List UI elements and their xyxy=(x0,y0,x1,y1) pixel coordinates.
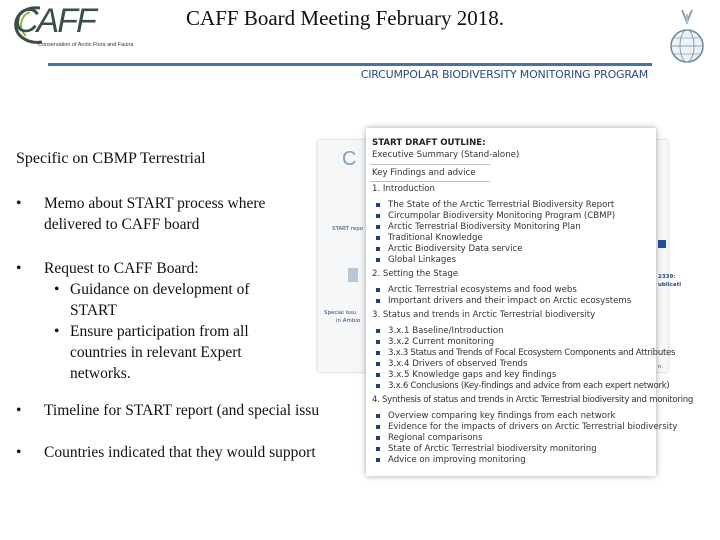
outline-item: Global Linkages xyxy=(388,255,456,265)
sub-bullet-item xyxy=(54,321,314,384)
bullet-item xyxy=(16,400,368,421)
back-accent xyxy=(658,240,666,248)
bullet-text: Guidance on development of xyxy=(70,281,250,298)
outline-item: 3.x.6 Conclusions (Key-findings and advice from each expert network) xyxy=(388,381,669,391)
bullet-text: Countries indicated that they would support xyxy=(44,444,316,461)
bullet-text: networks. xyxy=(70,365,131,382)
back-thumb xyxy=(348,268,358,282)
outline-item: 3.x.1 Baseline/Introduction xyxy=(388,326,504,336)
back-fragment: START repo xyxy=(332,226,364,232)
cbmp-logo xyxy=(668,8,706,70)
bullet-icon: • xyxy=(54,323,60,340)
outline-key-findings: Key Findings and advice xyxy=(372,168,476,178)
bullet-item xyxy=(16,258,316,279)
slide-heading: Specific on CBMP Terrestrial xyxy=(16,150,206,167)
bullet-text: Memo about START process where xyxy=(44,195,266,212)
bullet-text: Ensure participation from all xyxy=(70,323,249,340)
header-divider xyxy=(48,63,652,66)
back-fragment: ublicati xyxy=(658,282,682,288)
page-title: CAFF Board Meeting February 2018. xyxy=(186,6,504,30)
outline-item: Evidence for the impacts of drivers on Arctic Terrestrial biodiversity xyxy=(388,422,678,432)
outline-item: 3.x.5 Knowledge gaps and key findings xyxy=(388,370,556,380)
outline-section-title: 1. Introduction xyxy=(372,184,435,194)
logo-subtitle: Conservation of Arctic Flora and Fauna xyxy=(38,42,134,48)
logo-text: CAFF xyxy=(14,2,95,40)
bullet-icon: • xyxy=(16,260,22,277)
outline-item: Circumpolar Biodiversity Monitoring Program (CBMP) xyxy=(388,211,615,221)
divider xyxy=(370,164,490,165)
outline-item: Overview comparing key findings from each network xyxy=(388,411,616,421)
bullet-text: delivered to CAFF board xyxy=(44,216,200,233)
bullet-text: Request to CAFF Board: xyxy=(44,260,199,277)
bullet-text: countries in relevant Expert xyxy=(70,344,242,361)
outline-heading: START DRAFT OUTLINE: xyxy=(372,138,486,148)
outline-item: Traditional Knowledge xyxy=(388,233,483,243)
bullet-text: START xyxy=(70,302,117,319)
outline-section-title: 4. Synthesis of status and trends in Arctic Terrestrial biodiversity and monitoring xyxy=(372,395,694,405)
outline-item: Advice on improving monitoring xyxy=(388,455,526,465)
outline-item: The State of the Arctic Terrestrial Biodiversity Report xyxy=(388,200,614,210)
back-fragment: n. xyxy=(658,364,664,370)
outline-item: Important drivers and their impact on Arctic ecosystems xyxy=(388,296,631,306)
bullet-icon: • xyxy=(16,402,22,419)
bullet-icon: • xyxy=(54,281,60,298)
back-fragment: 2339: xyxy=(658,274,676,280)
outline-item: 3.x.4 Drivers of observed Trends xyxy=(388,359,527,369)
outline-item: Regional comparisons xyxy=(388,433,482,443)
outline-item: Arctic Biodiversity Data service xyxy=(388,244,523,254)
bullet-text: Timeline for START report (and special issu xyxy=(44,402,320,419)
outline-item: Arctic Terrestrial ecosystems and food webs xyxy=(388,285,577,295)
outline-item: 3.x.3 Status and Trends of Focal Ecosystem Components and Attributes xyxy=(388,348,675,358)
globe-icon xyxy=(668,8,706,70)
sub-bullet-item xyxy=(54,279,314,321)
outline-exec-summary: Executive Summary (Stand-alone) xyxy=(372,150,520,160)
outline-item: Arctic Terrestrial Biodiversity Monitoring Plan xyxy=(388,222,581,232)
outline-section-title: 3. Status and trends in Arctic Terrestrial biodiversity xyxy=(372,310,596,320)
outline-item: State of Arctic Terrestrial biodiversity monitoring xyxy=(388,444,597,454)
back-logo: C xyxy=(342,148,357,170)
bullet-icon: • xyxy=(16,444,22,461)
back-fragment: Special issu xyxy=(324,310,357,316)
bullet-item xyxy=(16,193,316,235)
bullet-item xyxy=(16,442,360,463)
back-fragment: in Ambio xyxy=(336,318,361,324)
program-label: CIRCUMPOLAR BIODIVERSITY MONITORING PROGRAM xyxy=(360,68,648,81)
outline-section-title: 2. Setting the Stage xyxy=(372,269,459,279)
outline-item: 3.x.2 Current monitoring xyxy=(388,337,494,347)
bullet-icon: • xyxy=(16,195,22,212)
divider xyxy=(370,181,490,182)
